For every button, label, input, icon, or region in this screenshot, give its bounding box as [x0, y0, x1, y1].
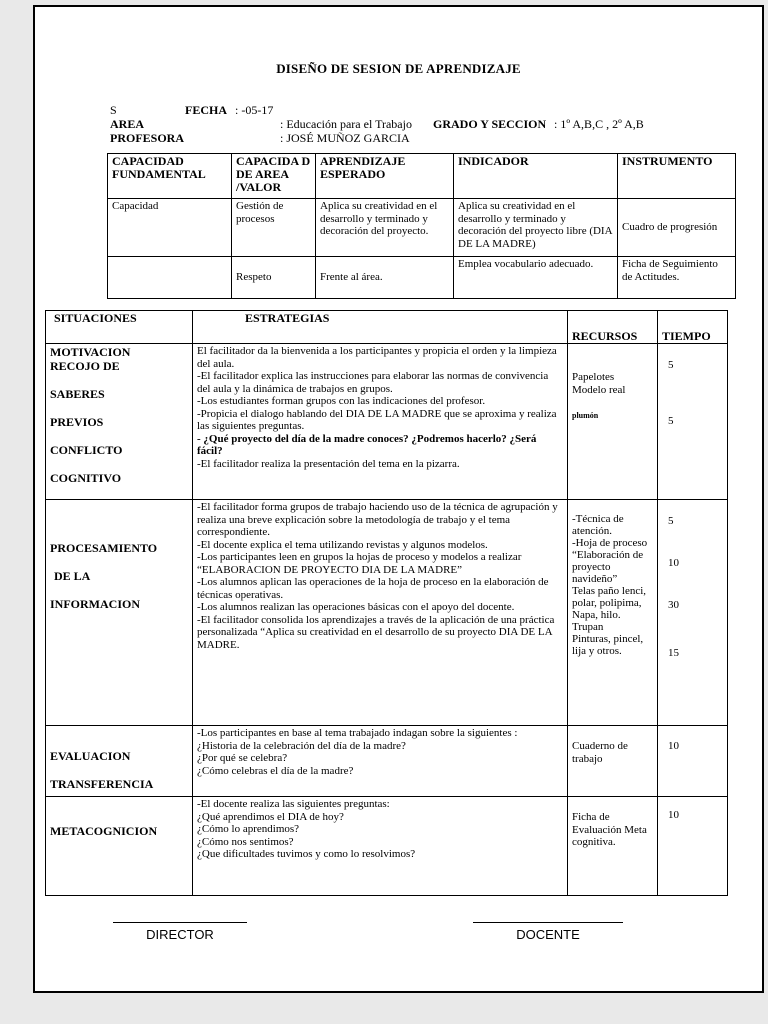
procesamiento-row — [46, 500, 728, 726]
time-value: 5 — [668, 359, 674, 371]
strategy-motivacion — [193, 344, 568, 500]
stage-evaluacion — [46, 726, 193, 797]
document-frame — [33, 5, 764, 993]
strategy-line: -Los participantes leen en grupos la hojas de proceso y modelos a realizar “ELABORACION DE PROYECTO DIA DE LA MADRE” — [197, 551, 522, 576]
strategy-metacognicion — [193, 797, 568, 896]
estrategias-header-row — [46, 311, 728, 344]
strategy-line: -Los alumnos aplican las operaciones de la hoja de proceso en la elaboración de técnicas operativas. — [197, 576, 549, 601]
strategy-evaluacion — [193, 726, 568, 797]
header-estrategias: ESTRATEGIAS — [193, 311, 568, 344]
stage-label: CONFLICTO — [50, 443, 123, 457]
metacognicion-row — [46, 797, 728, 896]
resource-item: Papelotes — [572, 371, 615, 383]
strategy-line: -El facilitador explica las instrucciones para elaborar las normas de convivencia del aula y la dinámica de trabajos en grupos. — [197, 370, 549, 395]
time-value: 5 — [668, 415, 674, 427]
stage-label: PREVIOS — [50, 415, 104, 429]
area-value: : Educación para el Trabajo — [280, 117, 412, 131]
stage-label: TRANSFERENCIA — [50, 777, 154, 791]
header-capacidad-area: CAPACIDA D DE AREA /VALOR — [232, 154, 316, 199]
strategy-procesamiento — [193, 500, 568, 726]
capacidades-table — [107, 153, 736, 299]
strategy-line: -El facilitador realiza la presentación del tema en la pizarra. — [197, 457, 460, 470]
strategy-line: -Los alumnos realizan las operaciones básicas con el apoyo del docente. — [197, 601, 515, 613]
area-label: AREA — [110, 117, 145, 131]
document-title: DISEÑO DE SESION DE APRENDIZAJE — [276, 61, 521, 76]
cell-aprendizaje: Frente al área. — [316, 257, 454, 299]
strategy-line: ¿Que dificultades tuvimos y como lo resolvimos? — [197, 848, 416, 860]
times-procesamiento — [658, 500, 728, 726]
motivacion-row — [46, 344, 728, 500]
resource-item: Modelo real — [572, 383, 626, 396]
strategy-line: ¿Cómo lo aprendimos? — [197, 823, 300, 835]
cell-capacidad-area: Gestión de procesos — [232, 199, 316, 257]
director-signature: DIRECTOR — [113, 922, 247, 942]
docente-signature: DOCENTE — [473, 922, 623, 942]
stage-label: SABERES — [50, 387, 105, 401]
stage-label: INFORMACION — [50, 597, 140, 611]
header-aprendizaje-esperado: APRENDIZAJE ESPERADO — [316, 154, 454, 199]
resources-procesamiento: -Técnica de atención. -Hoja de proceso “Elaboración de proyecto navideño” Telas paño lenci, polar, polipima, Napa, hilo. Trupan Pinturas, pincel, lija y otros. — [568, 500, 658, 726]
cell-capacidad — [108, 257, 232, 299]
header-s: S — [110, 103, 117, 117]
profesora-value: : JOSÉ MUÑOZ GARCIA — [280, 131, 410, 145]
time-value: 10 — [668, 557, 679, 569]
time-value: 15 — [668, 647, 679, 659]
stage-metacognicion — [46, 797, 193, 896]
strategy-line: ¿Historia de la celebración del día de la madre? — [197, 739, 406, 752]
cell-indicador: Aplica su creatividad en el desarrollo y terminado y decoración del proyecto libre (DIA DE LA MADRE) — [454, 199, 618, 257]
resource-item: plumón — [572, 411, 599, 420]
times-motivacion — [658, 344, 728, 500]
cell-valor: Respeto — [232, 257, 316, 299]
cell-instrumento: Cuadro de progresión — [618, 199, 736, 257]
stage-label: METACOGNICION — [50, 824, 158, 838]
stage-label: DE LA — [54, 569, 91, 583]
fecha-label: FECHA — [185, 103, 227, 117]
header-capacidad-fundamental: CAPACIDAD FUNDAMENTAL — [108, 154, 232, 199]
header-tiempo: TIEMPO — [658, 311, 728, 344]
cell-indicador: Emplea vocabulario adecuado. — [454, 257, 618, 299]
time-value: 30 — [668, 599, 679, 611]
strategy-line: -El docente explica el tema utilizando revistas y algunos modelos. — [197, 538, 488, 551]
cell-capacidad: Capacidad — [108, 199, 232, 257]
strategy-line: ¿Qué aprendimos el DIA de hoy? — [197, 810, 344, 823]
header-recursos: RECURSOS — [568, 311, 658, 344]
strategy-line: -El facilitador consolida los aprendizajes a través de la aplicación de una práctica personalizada “Aplica su creatividad en el desarrollo de su proyecto DIA DE LA MADRE. — [197, 613, 555, 651]
profesora-label: PROFESORA — [110, 131, 185, 145]
stage-label: RECOJO DE — [50, 359, 120, 373]
strategy-line: ¿Cómo celebras el día de la madre? — [197, 764, 354, 777]
estrategias-table — [45, 310, 728, 896]
evaluacion-row — [46, 726, 728, 797]
header-instrumento: INSTRUMENTO — [618, 154, 736, 199]
stage-label: MOTIVACION — [50, 345, 131, 359]
strategy-question: - ¿Qué proyecto del día de la madre conoces? ¿Podremos hacerlo? ¿Será fácil? — [197, 432, 537, 457]
strategy-line: -Los estudiantes forman grupos con las indicaciones del profesor. — [197, 395, 486, 407]
capacidades-header-row — [108, 154, 736, 199]
strategy-line: -Los participantes en base al tema trabajado indagan sobre la siguientes : — [197, 727, 518, 739]
table-row — [108, 199, 736, 257]
stage-label: EVALUACION — [50, 749, 131, 763]
times-metacognicion: 10 — [658, 797, 728, 896]
stage-label: COGNITIVO — [50, 471, 122, 485]
header-indicador: INDICADOR — [454, 154, 618, 199]
grado-label: GRADO Y SECCION — [433, 117, 547, 131]
strategy-line: El facilitador da la bienvenida a los participantes y propicia el orden y la limpieza del aula. — [197, 345, 557, 370]
table-row — [108, 257, 736, 299]
strategy-line: ¿Cómo nos sentimos? — [197, 835, 294, 848]
fecha-value: : -05-17 — [235, 103, 274, 117]
stage-procesamiento — [46, 500, 193, 726]
resources-evaluacion: Cuaderno de trabajo — [568, 726, 658, 797]
strategy-line: ¿Por qué se celebra? — [197, 752, 288, 764]
header-situaciones: SITUACIONES — [46, 311, 193, 344]
cell-instrumento: Ficha de Seguimiento de Actitudes. — [618, 257, 736, 299]
resources-metacognicion: Ficha de Evaluación Meta cognitiva. — [568, 797, 658, 896]
strategy-line: -Propicia el dialogo hablando del DIA DE LA MADRE que se aproxima y realiza las siguientes preguntas. — [197, 407, 557, 432]
time-value: 5 — [668, 515, 674, 527]
times-evaluacion: 10 — [658, 726, 728, 797]
strategy-line: -El facilitador forma grupos de trabajo haciendo uso de la técnica de agrupación y realiza una breve explicación sobre la metodología de trabajo y el tema correspondiente. — [197, 501, 558, 538]
strategy-line: -El docente realiza las siguientes preguntas: — [197, 798, 390, 810]
resources-motivacion — [568, 344, 658, 500]
cell-aprendizaje: Aplica su creatividad en el desarrollo y terminado y decoración del proyecto. — [316, 199, 454, 257]
grado-value: : 1º A,B,C , 2º A,B — [554, 117, 644, 131]
stage-motivacion — [46, 344, 193, 500]
stage-label: PROCESAMIENTO — [50, 541, 158, 555]
